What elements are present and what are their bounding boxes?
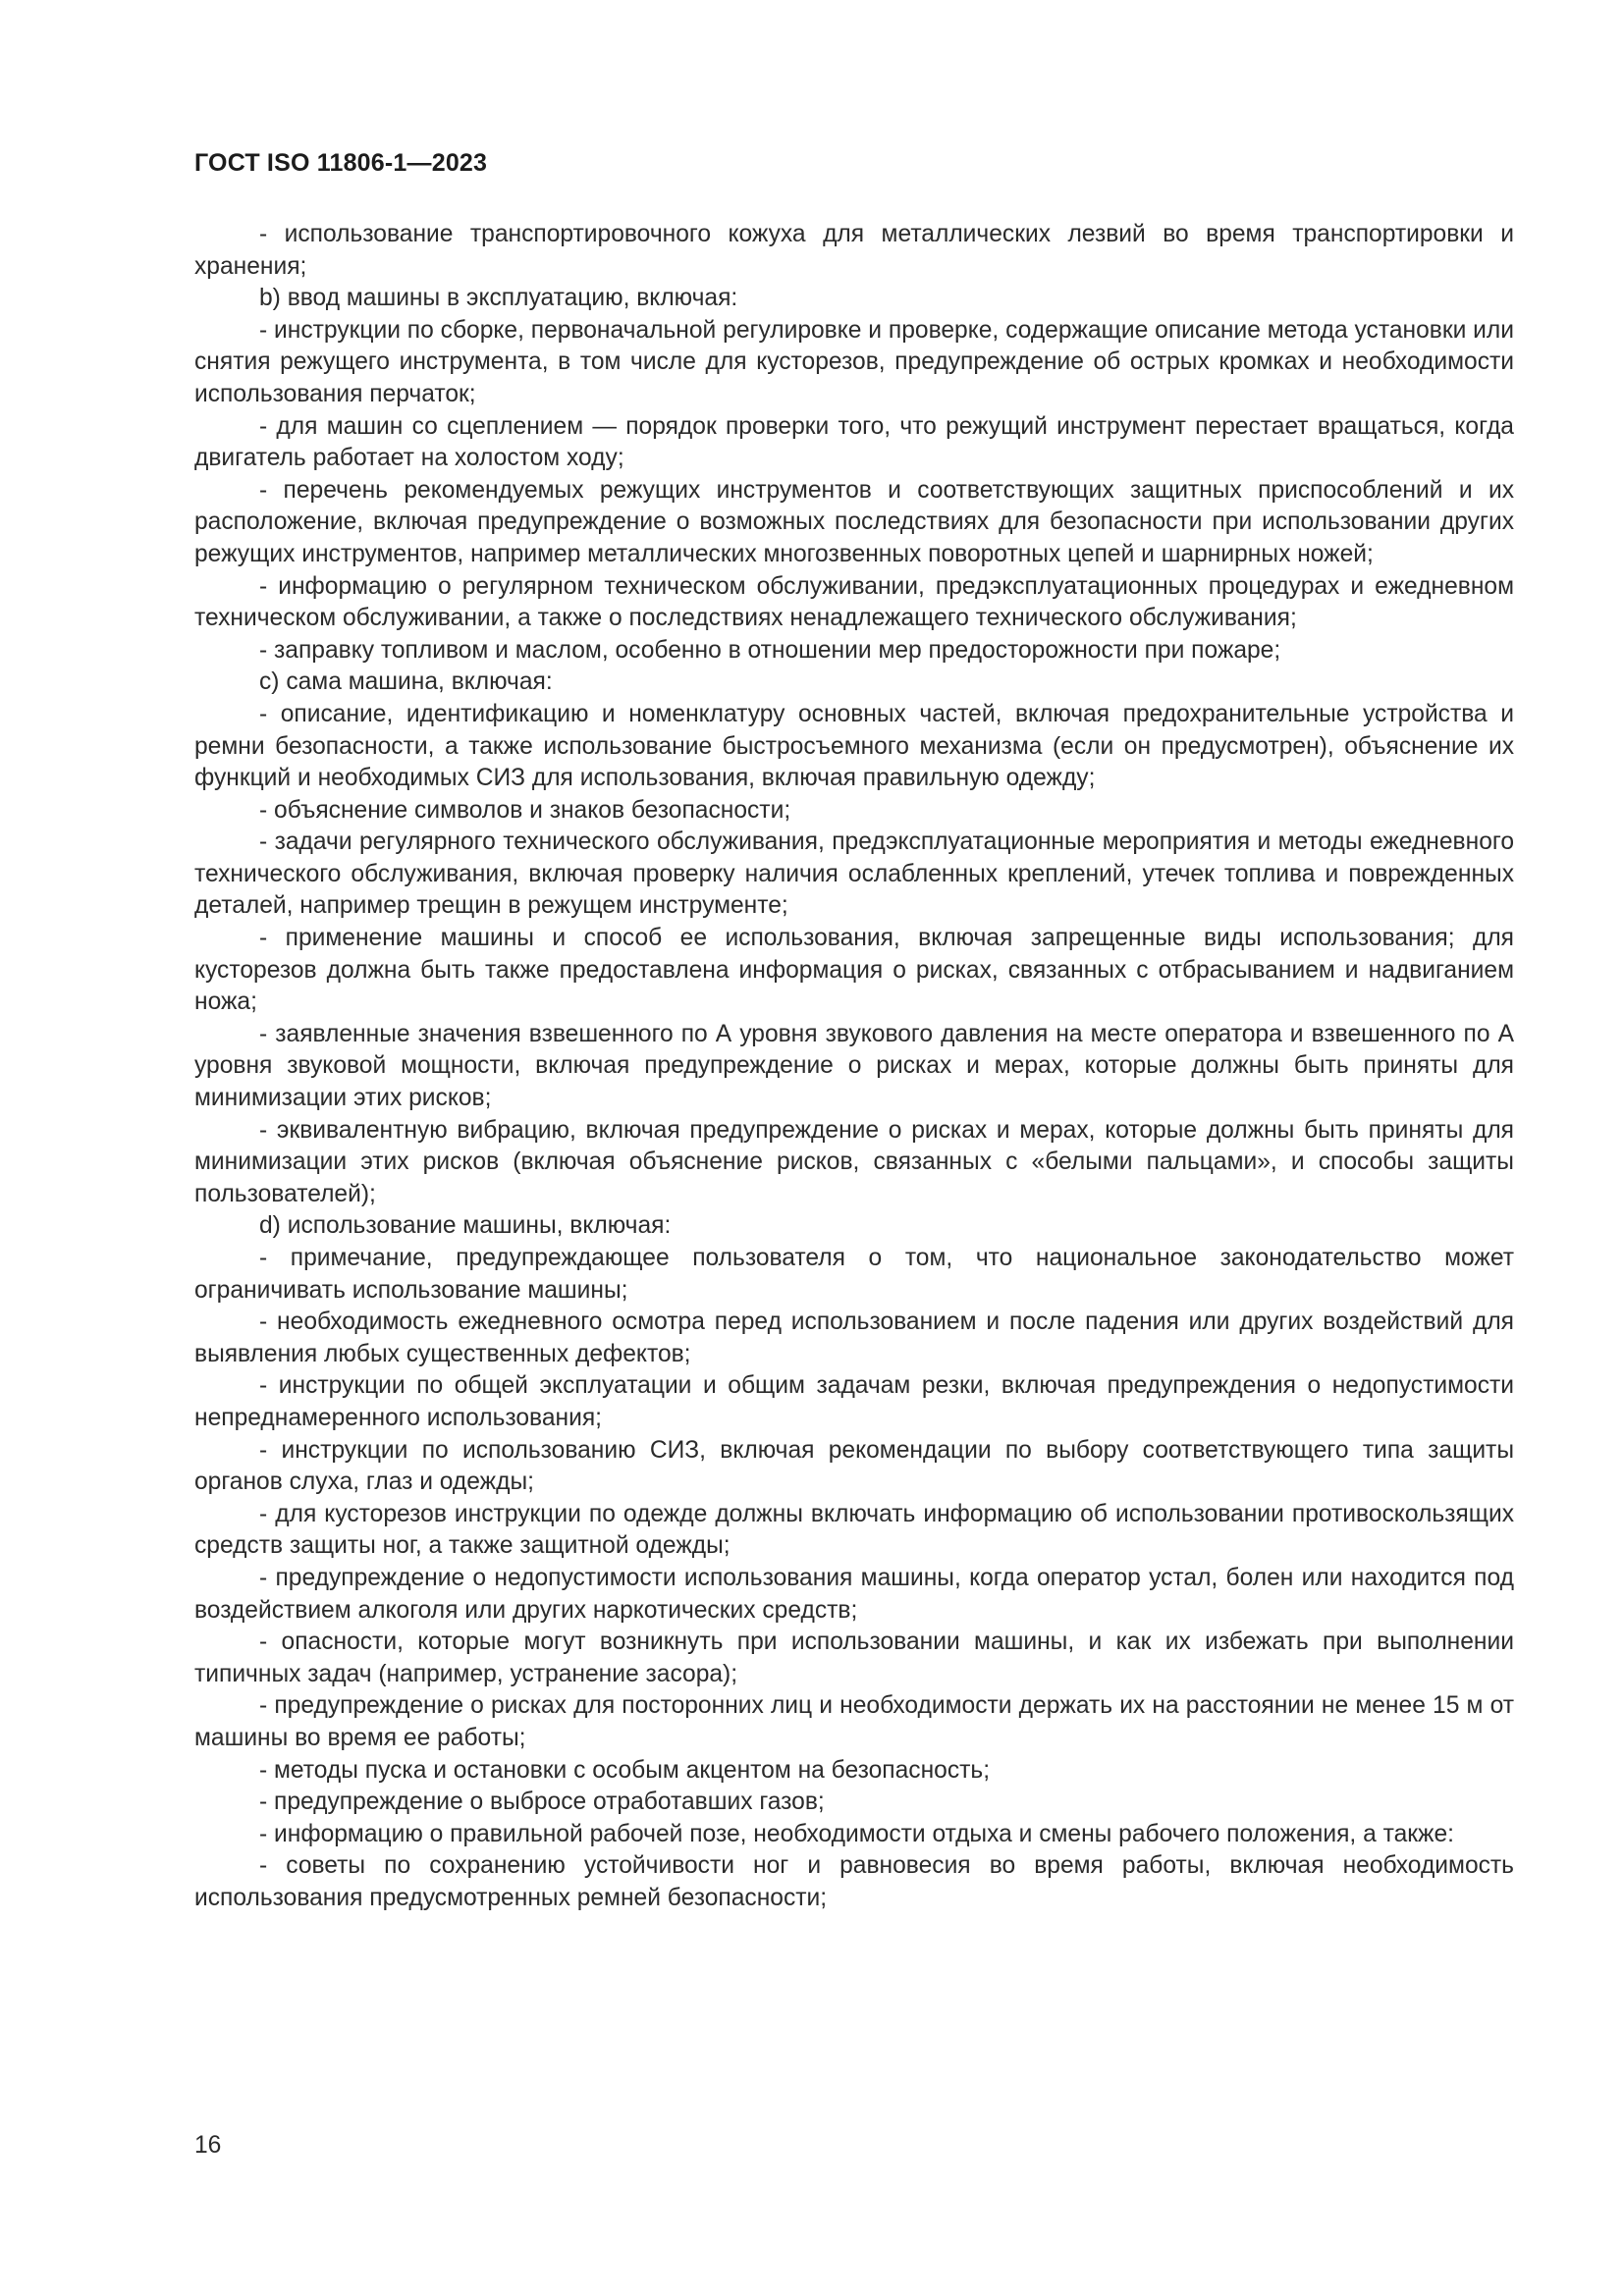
list-item: - применение машины и способ ее использования, включая запрещенные виды использования; для кусторезов должна быть также предоставлена информация о рисках, связанных с отбрасыванием и надвиганием ножа; [194, 925, 1514, 1016]
list-item: - предупреждение о выбросе отработавших газов; [259, 1789, 825, 1816]
list-item: - объяснение символов и знаков безопасности; [259, 796, 791, 824]
list-item: b) ввод машины в эксплуатацию, включая: [259, 285, 738, 312]
list-item: - инструкции по сборке, первоначальной регулировке и проверке, содержащие описание метода установки или снятия режущего инструмента, в том числе для кусторезов, предупреждение об острых кромках и необходимости использования перчаток; [194, 316, 1514, 407]
list-item: - предупреждение о недопустимости использования машины, когда оператор устал, болен или находится под воздействием алкоголя или других наркотических средств; [194, 1564, 1514, 1624]
list-item: - методы пуска и остановки с особым акцентом на безопасность; [259, 1756, 991, 1784]
list-item: - советы по сохранению устойчивости ног и равновесия во время работы, включая необходимость использования предусмотренных ремней безопасности; [194, 1852, 1514, 1911]
list-item: - заправку топливом и маслом, особенно в отношении мер предосторожности при пожаре; [259, 636, 1281, 664]
list-item: - использование транспортировочного кожуха для металлических лезвий во время транспортировки и хранения; [194, 221, 1514, 280]
list-item: - опасности, которые могут возникнуть при использовании машины, и как их избежать при выполнении типичных задач (например, устранение засора); [194, 1629, 1514, 1687]
page-number: 16 [194, 2132, 222, 2159]
list-item: - заявленные значения взвешенного по А уровня звукового давления на месте оператора и взвешенного по А уровня звуковой мощности, включая предупреждение о рисках и мерах, которые должны быть приняты для минимизации этих рисков; [194, 1020, 1514, 1112]
list-item: - перечень рекомендуемых режущих инструментов и соответствующих защитных приспособлений и их расположение, включая предупреждение о возможных последствиях для безопасности при использовании других режущих инструментов, например металлических многозвенных поворотных цепей и шарнирных ножей; [194, 476, 1514, 567]
document-body [194, 219, 1514, 1914]
list-item: - примечание, предупреждающее пользователя о том, что национальное законодательство может ограничивать использование машины; [194, 1245, 1514, 1304]
list-item: d) использование машины, включая: [259, 1212, 672, 1240]
list-item: - описание, идентификацию и номенклатуру основных частей, включая предохранительные устройства и ремни безопасности, а также использование быстросъемного механизма (если он предусмотрен), объяснение их функций и необходимых СИЗ для использования, включая правильную одежду; [194, 700, 1514, 792]
list-item: c) сама машина, включая: [259, 668, 553, 696]
list-item: - для машин со сцеплением — порядок проверки того, что режущий инструмент перестает вращаться, когда двигатель работает на холостом ходу; [194, 412, 1514, 472]
list-item: - предупреждение о рисках для посторонних лиц и необходимости держать их на расстоянии не менее 15 м от машины во время ее работы; [194, 1692, 1514, 1751]
list-item: - инструкции по общей эксплуатации и общим задачам резки, включая предупреждения о недопустимости непреднамеренного использования; [194, 1372, 1514, 1431]
list-item: - эквивалентную вибрацию, включая предупреждение о рисках и мерах, которые должны быть приняты для минимизации этих рисков (включая объяснение рисков, связанных с «белыми пальцами», и способы защиты пользователей); [194, 1116, 1514, 1207]
list-item: - информацию о правильной рабочей позе, необходимости отдыха и смены рабочего положения, а также: [259, 1820, 1454, 1847]
list-item: - инструкции по использованию СИЗ, включая рекомендации по выбору соответствующего типа защиты органов слуха, глаз и одежды; [194, 1436, 1514, 1496]
list-item: - информацию о регулярном техническом обслуживании, предэксплуатационных процедурах и ежедневном техническом обслуживании, а также о последствиях ненадлежащего технического обслуживания; [194, 572, 1514, 632]
standard-code-header: ГОСТ ISO 11806-1—2023 [194, 149, 488, 177]
list-item: - для кусторезов инструкции по одежде должны включать информацию об использовании противоскользящих средств защиты ног, а также защитной одежды; [194, 1500, 1514, 1560]
list-item: - задачи регулярного технического обслуживания, предэксплуатационные мероприятия и методы ежедневного технического обслуживания, включая проверку наличия ослабленных креплений, утечек топлива и поврежденных деталей, например трещин в режущем инструменте; [194, 828, 1514, 920]
list-item: - необходимость ежедневного осмотра перед использованием и после падения или других воздействий для выявления любых существенных дефектов; [194, 1308, 1514, 1367]
